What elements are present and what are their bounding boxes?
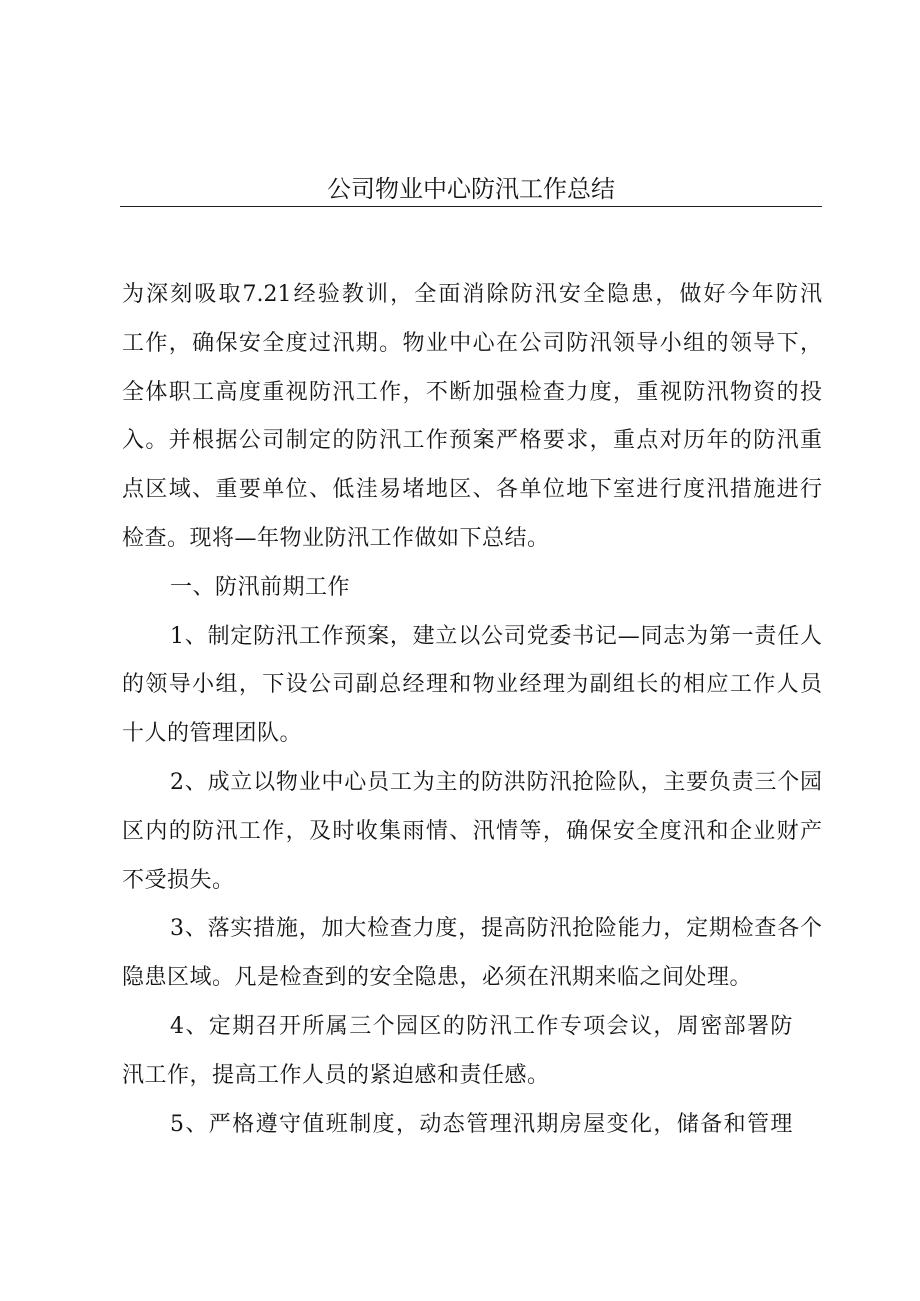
text-line: 不受损失。 — [122, 867, 235, 893]
list-item-1 — [122, 613, 822, 759]
text-line: 点区域、重要单位、低洼易堵地区、各单位地下室进行度汛措施进行 — [122, 477, 822, 503]
title-underline — [120, 206, 822, 207]
text-line: 隐患区域。凡是检查到的安全隐患，必须在汛期来临之间处理。 — [122, 965, 753, 991]
text-line: 1、制定防汛工作预案，建立以公司党委书记—同志为第一责任人 — [170, 623, 822, 649]
text-line: 入。并根据公司制定的防汛工作预案严格要求，重点对历年的防汛重 — [122, 428, 822, 454]
section-heading-text: 一、防汛前期工作 — [170, 574, 351, 600]
document-body — [122, 271, 822, 1149]
list-item-5 — [122, 1101, 822, 1150]
section-heading — [122, 564, 822, 613]
text-line: 3、落实措施，加大检查力度，提高防汛抢险能力，定期检查各个 — [170, 916, 822, 942]
text-line: 全体职工高度重视防汛工作，不断加强检查力度，重视防汛物资的投 — [122, 379, 822, 405]
text-line: 2、成立以物业中心员工为主的防洪防汛抢险队，主要负责三个园 — [170, 769, 822, 795]
list-item-4 — [122, 1003, 822, 1101]
list-item-2 — [122, 759, 822, 905]
text-line: 的领导小组，下设公司副总经理和物业经理为副组长的相应工作人员 — [122, 672, 822, 698]
text-line: 为深刻吸取7.21经验教训，全面消除防汛安全隐患，做好今年防汛 — [122, 282, 822, 307]
text-line: 工作，确保安全度过汛期。物业中心在公司防汛领导小组的领导下， — [122, 330, 822, 356]
text-line: 汛工作，提高工作人员的紧迫感和责任感。 — [122, 1062, 550, 1088]
list-item-3 — [122, 905, 822, 1003]
text-line: 十人的管理团队。 — [122, 721, 303, 747]
paragraph-intro — [122, 271, 822, 564]
text-line: 4、定期召开所属三个园区的防汛工作专项会议，周密部署防 — [170, 1013, 794, 1039]
text-line: 检查。现将—年物业防汛工作做如下总结。 — [122, 525, 550, 551]
text-line: 5、严格遵守值班制度，动态管理汛期房屋变化，储备和管理 — [170, 1111, 794, 1137]
text-line: 区内的防汛工作，及时收集雨情、汛情等，确保安全度汛和企业财产 — [122, 818, 822, 844]
document-title: 公司物业中心防汛工作总结 — [327, 175, 615, 203]
